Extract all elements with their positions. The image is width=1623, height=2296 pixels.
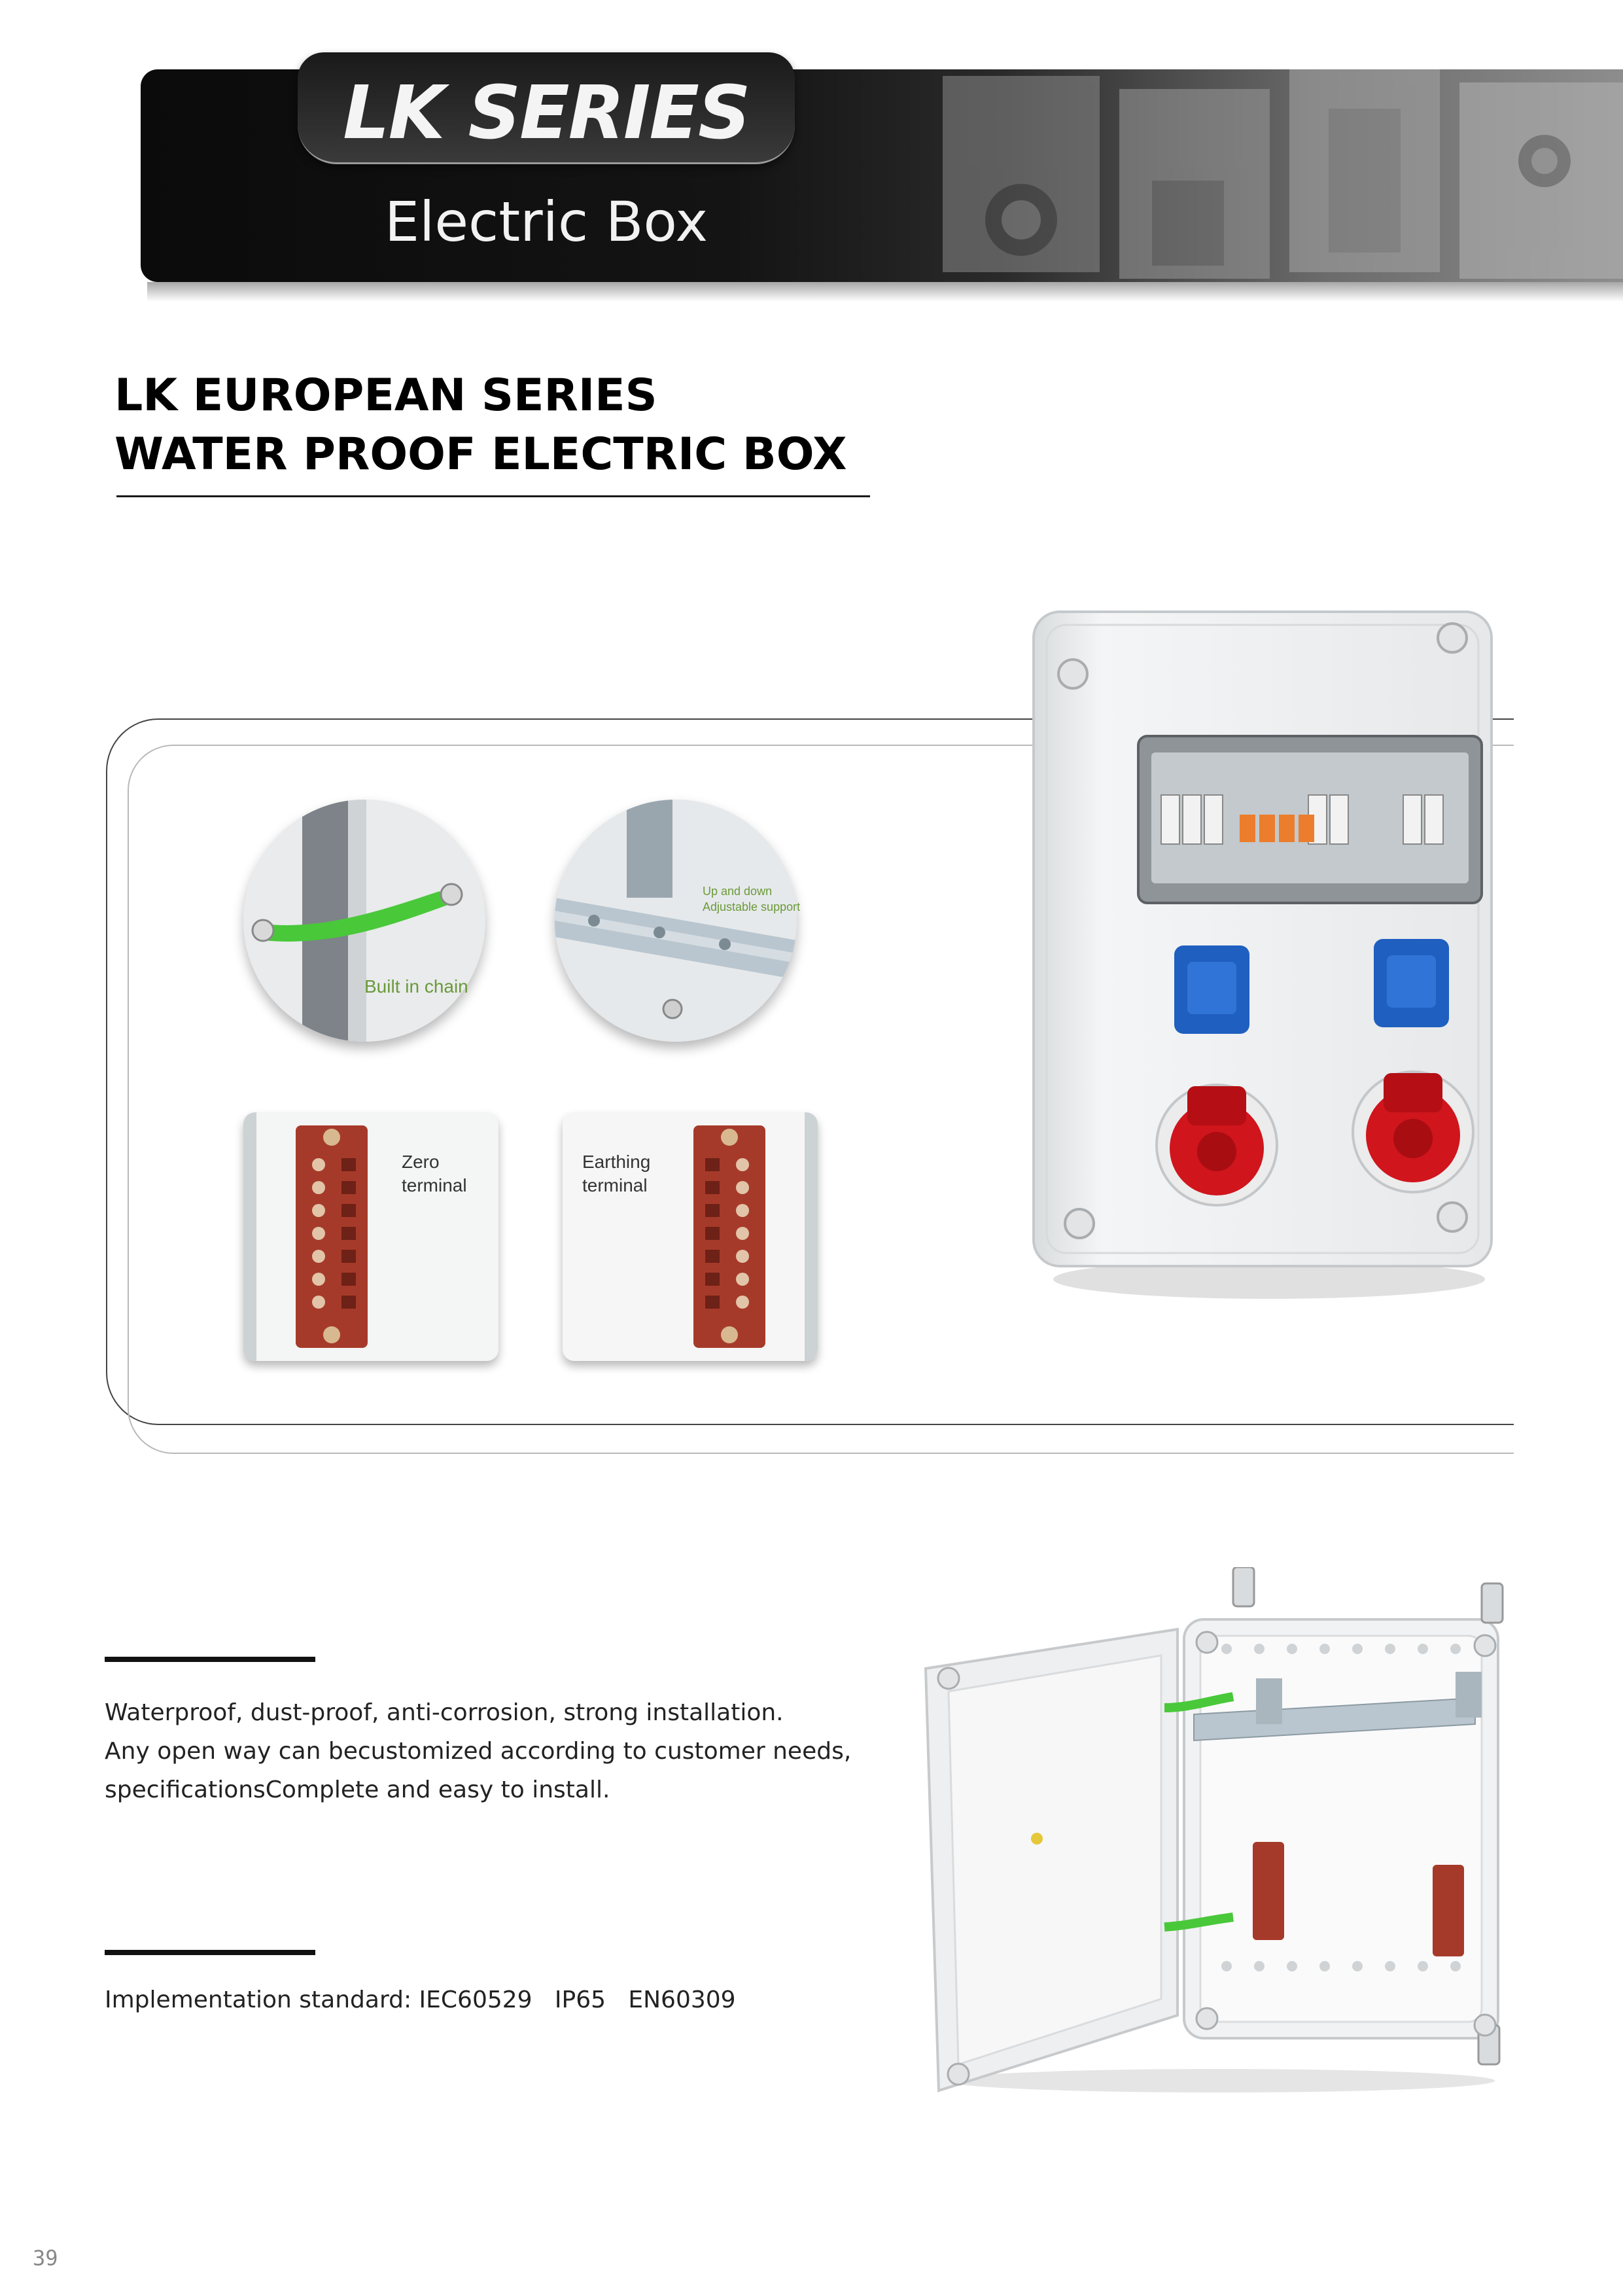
- adjustable-support-image: [555, 800, 797, 1042]
- earthing-terminal-label: [582, 1150, 650, 1197]
- zero-terminal-label-line-2: terminal: [402, 1175, 467, 1195]
- zero-terminal-image: [243, 1112, 498, 1361]
- adjustable-support-label: [703, 883, 800, 915]
- zero-terminal-label-line-1: Zero: [402, 1152, 440, 1172]
- description-line-1: Waterproof, dust-proof, anti-corrosion, strong installation.: [105, 1699, 784, 1726]
- series-title: LK SERIES: [343, 71, 750, 156]
- section-heading: [114, 366, 965, 484]
- earthing-terminal-image: [563, 1112, 818, 1361]
- built-in-chain-image: [243, 800, 485, 1042]
- product-description: [105, 1693, 922, 1809]
- description-rule: [105, 1657, 315, 1662]
- standard-rule: [105, 1950, 315, 1955]
- electric-box-closed-image: [1021, 599, 1518, 1305]
- built-in-chain-label: Built in chain: [364, 976, 468, 997]
- banner-subtitle: Electric Box: [384, 190, 708, 254]
- adjustable-support-label-line-1: Up and down: [703, 885, 773, 898]
- heading-underline: [116, 495, 870, 497]
- banner-shadow: [147, 282, 1623, 302]
- page-number: 39: [33, 2246, 58, 2270]
- chain-illustration: [243, 800, 485, 1042]
- heading-line-2: WATER PROOF ELECTRIC BOX: [114, 429, 847, 480]
- implementation-standard: Implementation standard: IEC60529 IP65 EN60309: [105, 1987, 736, 2013]
- zero-terminal-illustration: [243, 1112, 498, 1361]
- zero-terminal-label: [402, 1150, 467, 1197]
- electric-box-open-image: [919, 1567, 1521, 2097]
- description-line-3: specificationsComplete and easy to install.: [105, 1776, 610, 1803]
- earthing-terminal-label-line-2: terminal: [582, 1175, 648, 1195]
- earthing-terminal-label-line-1: Earthing: [582, 1152, 651, 1172]
- din-rail-illustration: [555, 800, 797, 1042]
- adjustable-support-label-line-2: Adjustable support: [703, 900, 801, 913]
- banner-background-photo: [903, 69, 1623, 282]
- heading-line-1: LK EUROPEAN SERIES: [114, 370, 657, 421]
- earthing-terminal-illustration: [563, 1112, 818, 1361]
- description-line-2: Any open way can becustomized according to customer needs,: [105, 1738, 852, 1765]
